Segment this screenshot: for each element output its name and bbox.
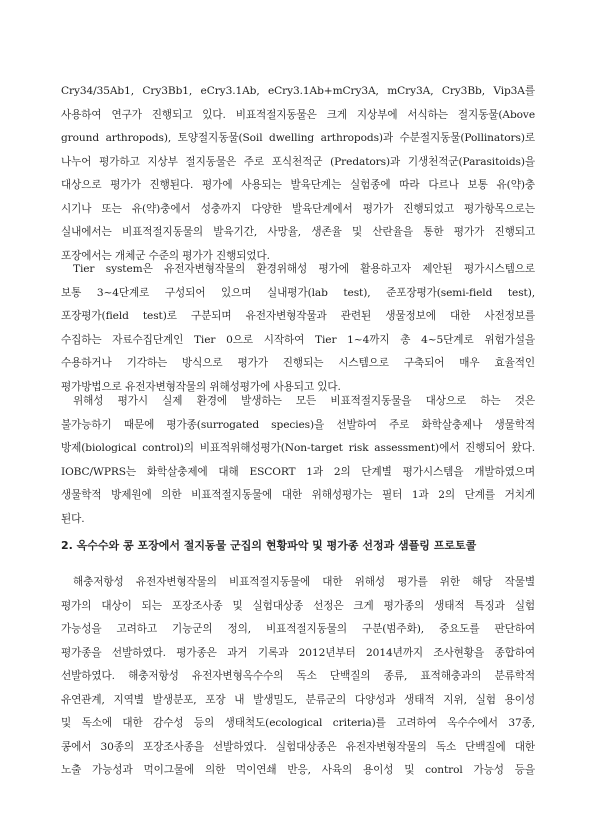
text-line: 포장에서는 개체군 수준의 평가가 진행되었다. xyxy=(61,249,270,262)
text-line: 보통 3~4단계로 구성되어 있으며 실내평가(lab test), 준포장평가(semi-field test), xyxy=(61,286,535,299)
text-line: 콩에서 30종의 포장조사종을 선발하였다. 실험대상종은 유전자변형작물의 독소 단백질에 대한 xyxy=(61,740,535,753)
text-line: 수용하거나 기각하는 방식으로 평가가 진행되는 시스템으로 구축되어 매우 효율적인 xyxy=(61,357,535,369)
section-heading: 2. 옥수수와 콩 포장에서 절지동물 군집의 현황파악 및 평가종 선정과 샘플링 프로토콜 xyxy=(61,539,477,552)
text-line: 실내에서는 비표적절지동물의 발육기간, 사망율, 생존율 및 산란율을 통한 평가가 진행되고 xyxy=(61,226,535,238)
text-line: 위해성 평가시 실제 환경에 발생하는 모든 비표적절지동물을 대상으로 하는 것은 xyxy=(73,395,535,407)
text-line: 평가의 대상이 되는 포장조사종 및 실험대상종 선정은 크게 평가종의 생태적 특징과 실험 xyxy=(61,599,535,612)
text-line: ground arthropods), 토양절지동물(Soil dwelling arthropods)과 수분절지동물(Pollinators)로 xyxy=(61,132,535,144)
paragraph-1 xyxy=(61,80,535,268)
text-line: 방제(biological control)의 비표적위해성평가(Non-target risk assessment)에서 진행되어 왔다. xyxy=(61,442,535,454)
text-line: 사용하여 연구가 진행되고 있다. 비표적절지동물은 크게 지상부에 서식하는 절지동물(Above xyxy=(61,108,535,121)
text-line: 불가능하기 때문에 평가종(surrogated species)을 선발하여 주로 화학살충제나 생물학적 xyxy=(61,418,535,431)
text-line: 포장평가(field test)로 구분되며 유전자변형작물과 관련된 생물정보에 대한 사전정보를 xyxy=(61,310,535,322)
paragraph-2 xyxy=(61,258,535,399)
text-line: 시기나 또는 유(약)충에서 성충까지 다양한 발육단계에서 평가가 진행되었고 평가항목으로는 xyxy=(61,202,535,215)
text-line: 나누어 평가하고 지상부 절지동물은 주로 포식천적군 (Predators)과 기생천적군(Parasitoids)을 xyxy=(61,155,535,168)
text-line: 선발하였다. 해충저항성 유전자변형옥수수의 독소 단백질의 종류, 표적해충과의 분류학적 xyxy=(61,670,535,682)
text-line: 수집하는 자료수집단계인 Tier 0으로 시작하여 Tier 1~4까지 총 4~5단계로 위험가설을 xyxy=(61,333,535,346)
text-line: 된다. xyxy=(61,512,85,525)
text-line: IOBC/WPRS는 화학살충제에 대해 ESCORT 1과 2의 단계별 평가시스템을 개발하였으며 xyxy=(61,465,535,478)
text-line: 생물학적 방제원에 의한 비표적절지동물에 대한 위해성평가는 필터 1과 2의 단계를 거치게 xyxy=(61,489,535,501)
text-line: 평가방법으로 유전자변형작물의 위해성평가에 사용되고 있다. xyxy=(61,380,341,393)
text-line: Tier system은 유전자변형작물의 환경위해성 평가에 활용하고자 제안된 평가시스템으로 xyxy=(73,263,535,275)
text-line: 대상으로 평가가 진행된다. 평가에 사용되는 발육단계는 실험종에 따라 다르나 보통 유(약)충 xyxy=(61,179,535,191)
text-line: 가능성을 고려하고 기능군의 정의, 비표적절지동물의 구분(범주화), 중요도를 판단하여 xyxy=(61,623,535,635)
text-line: 해충저항성 유전자변형작물의 비표적절지동물에 대한 위해성 평가를 위한 해당 작물별 xyxy=(73,576,535,588)
text-line: Cry34/35Ab1, Cry3Bb1, eCry3.1Ab, eCry3.1Ab+mCry3A, mCry3A, Cry3Bb, Vip3A를 xyxy=(61,85,535,97)
text-line: 및 독소에 대한 감수성 등의 생태척도(ecological criteria)를 고려하여 옥수수에서 37종, xyxy=(61,717,535,729)
paragraph-4 xyxy=(61,571,535,783)
text-line: 유연관계, 지역별 발생분포, 포장 내 발생밀도, 분류군의 다양성과 생태적 지위, 실험 용이성 xyxy=(61,693,535,706)
text-line: 노출 가능성과 먹이그물에 의한 먹이연쇄 반응, 사육의 용이성 및 control 가능성 등을 xyxy=(61,764,535,776)
paragraph-3 xyxy=(61,390,535,531)
text-line: 평가종을 선발하였다. 평가종은 과거 기록과 2012년부터 2014년까지 조사현황을 종합하여 xyxy=(61,646,535,659)
